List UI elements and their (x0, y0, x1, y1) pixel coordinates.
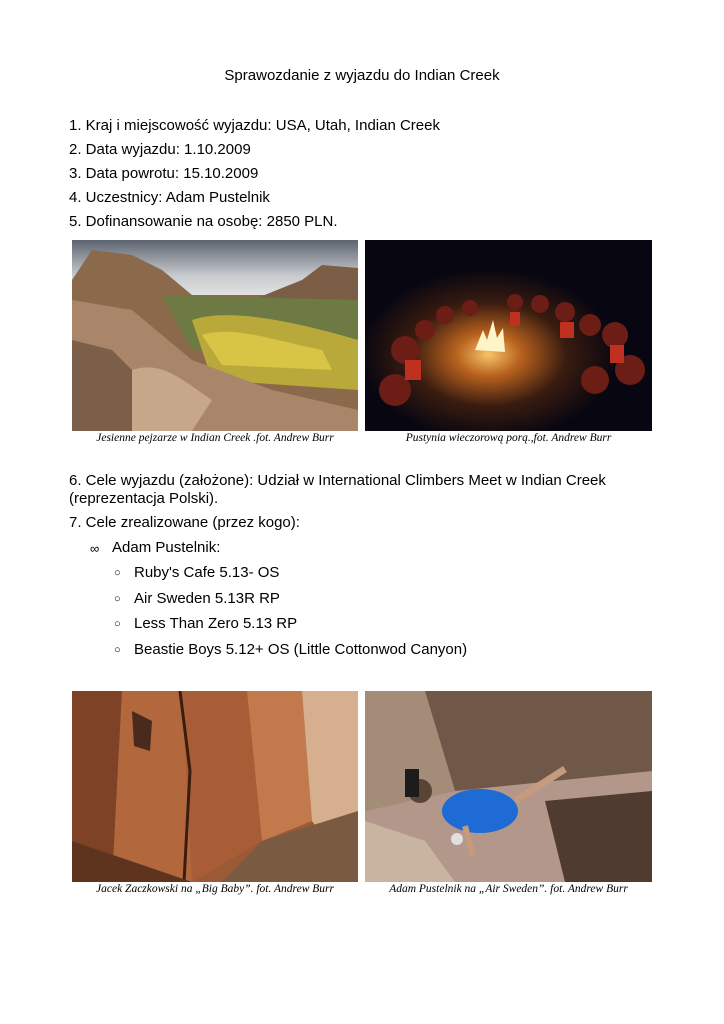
achievement-item: Ruby's Cafe 5.13- OS (134, 564, 280, 581)
circle-bullet-icon: ○ (114, 567, 121, 579)
item-departure-date: 2. Data wyjazdu: 1.10.2009 (69, 141, 251, 158)
caption-canyon: Jesienne pejzarze w Indian Creek .fot. Andrew Burr (96, 432, 334, 444)
achievement-item: Air Sweden 5.13R RP (134, 590, 280, 607)
person-name: Adam Pustelnik: (112, 539, 221, 556)
circle-bullet-icon: ○ (114, 593, 121, 605)
caption-air-sweden: Adam Pustelnik na „Air Sweden”. fot. Andrew Burr (389, 883, 628, 895)
photo-rock-wall-big-baby (72, 691, 358, 882)
circle-bullet-icon: ○ (114, 644, 121, 656)
item-participants: 4. Uczestnicy: Adam Pustelnik (69, 189, 270, 206)
item-goals-planned: 6. Cele wyjazdu (założone): Udział w International Climbers Meet w Indian Creek (reprezentacja Polski). (69, 472, 606, 507)
circle-bullet-icon: ○ (114, 618, 121, 630)
photo-campfire (365, 240, 652, 431)
photo-climber-air-sweden (365, 691, 652, 882)
achievement-item: Beastie Boys 5.12+ OS (Little Cottonwod Canyon) (134, 641, 468, 658)
caption-big-baby: Jacek Zaczkowski na „Big Baby”. fot. Andrew Burr (96, 883, 334, 895)
infinity-bullet-icon: ∞ (90, 541, 100, 556)
item-goals-achieved: 7. Cele zrealizowane (przez kogo): (69, 514, 300, 531)
achievement-item: Less Than Zero 5.13 RP (134, 615, 298, 632)
item-funding: 5. Dofinansowanie na osobę: 2850 PLN. (69, 213, 338, 230)
document-title: Sprawozdanie z wyjazdu do Indian Creek (224, 67, 500, 84)
item-country: 1. Kraj i miejscowość wyjazdu: USA, Utah, Indian Creek (69, 117, 440, 134)
caption-campfire: Pustynia wieczorową porą.,fot. Andrew Burr (405, 432, 612, 444)
item-return-date: 3. Data powrotu: 15.10.2009 (69, 165, 259, 182)
photo-canyon-landscape (72, 240, 358, 431)
